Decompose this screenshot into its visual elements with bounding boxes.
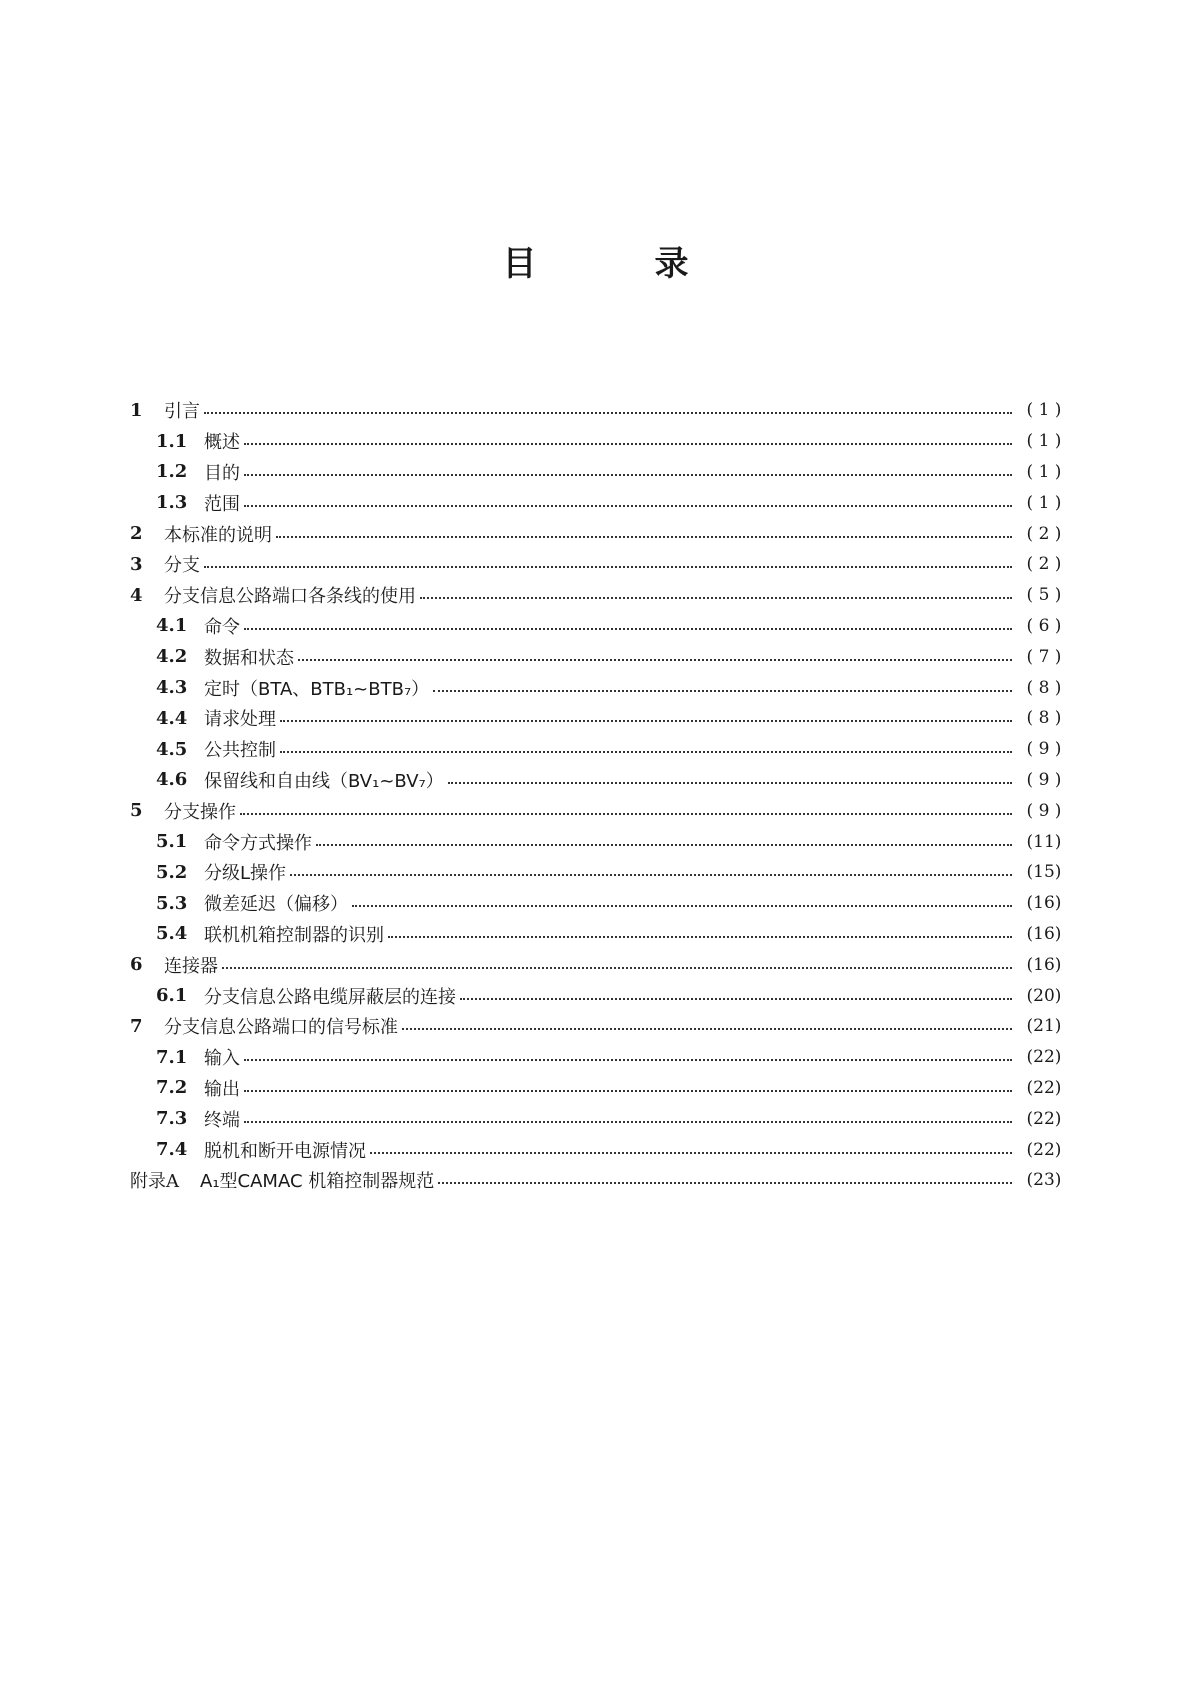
dot-leader	[244, 1121, 1012, 1123]
toc-entry-number: 5.2	[156, 861, 188, 883]
dot-leader	[448, 782, 1012, 784]
toc-entry-title: 分支信息公路端口各条线的使用	[164, 586, 416, 608]
toc-entry-title: 引言	[164, 401, 200, 423]
toc-entry-title: 请求处理	[204, 709, 276, 731]
dot-leader	[433, 690, 1012, 692]
toc-entry-page: (16)	[1026, 923, 1062, 944]
dot-leader	[388, 936, 1012, 938]
toc-entry-number: 7.3	[156, 1108, 188, 1130]
toc-entry-number: 5.4	[156, 923, 188, 945]
dot-leader	[244, 474, 1012, 476]
toc-entry-number: 6.1	[156, 985, 188, 1007]
toc-entry-title: 分级L操作	[204, 863, 287, 885]
toc-entry-page: (22)	[1026, 1108, 1062, 1129]
dot-leader	[370, 1152, 1012, 1154]
toc-entry-title: 公共控制	[204, 740, 276, 762]
toc-entry-title: 分支	[164, 555, 200, 577]
toc-entry-page: (23)	[1026, 1170, 1062, 1191]
toc-entry-page: ( 9 )	[1026, 739, 1062, 760]
toc-entry[interactable]	[130, 857, 1068, 888]
dot-leader	[244, 628, 1012, 630]
toc-entry-number: 1	[130, 399, 143, 421]
toc-entry-title: 脱机和断开电源情况	[204, 1140, 366, 1162]
toc-entry-page: (22)	[1026, 1139, 1062, 1160]
toc-entry-title: A₁型CAMAC 机箱控制器规范	[200, 1171, 435, 1193]
dot-leader	[244, 1059, 1012, 1061]
toc-entry-title: 联机机箱控制器的识别	[204, 924, 384, 946]
toc-entry-number: 4.6	[156, 769, 188, 791]
toc-entry-number: 1.3	[156, 492, 188, 514]
toc-entry[interactable]	[130, 795, 1068, 826]
toc-entry-title: 本标准的说明	[164, 524, 272, 546]
table-of-contents	[130, 395, 1068, 1196]
dot-leader	[244, 505, 1012, 507]
toc-entry-title: 输出	[204, 1078, 240, 1100]
toc-entry-page: ( 9 )	[1026, 769, 1062, 790]
toc-entry-number: 3	[130, 553, 143, 575]
toc-entry-number: 附录A	[130, 1171, 179, 1193]
dot-leader	[420, 597, 1012, 599]
toc-entry-page: ( 1 )	[1026, 431, 1062, 452]
toc-entry[interactable]	[130, 703, 1068, 734]
dot-leader	[438, 1182, 1012, 1184]
dot-leader	[240, 813, 1012, 815]
toc-entry[interactable]	[130, 518, 1068, 549]
toc-entry-page: (16)	[1026, 954, 1062, 975]
toc-entry[interactable]	[130, 734, 1068, 765]
toc-entry-page: (20)	[1026, 985, 1062, 1006]
toc-entry-title: 微差延迟（偏移）	[204, 894, 348, 916]
toc-entry-number: 1.2	[156, 461, 188, 483]
toc-entry[interactable]	[130, 888, 1068, 919]
toc-entry-page: (11)	[1026, 831, 1062, 852]
toc-entry[interactable]	[130, 1165, 1068, 1196]
toc-entry-number: 4.1	[156, 615, 188, 637]
toc-entry-number: 7.2	[156, 1077, 188, 1099]
dot-leader	[280, 751, 1012, 753]
dot-leader	[276, 536, 1012, 538]
toc-entry[interactable]	[130, 672, 1068, 703]
dot-leader	[352, 905, 1012, 907]
toc-entry-number: 5	[130, 800, 143, 822]
toc-entry[interactable]	[130, 1103, 1068, 1134]
toc-entry-title: 概述	[204, 432, 240, 454]
toc-entry[interactable]	[130, 1073, 1068, 1104]
toc-entry-title: 范围	[204, 493, 240, 515]
toc-entry-page: (21)	[1026, 1016, 1062, 1037]
toc-entry-title: 数据和状态	[204, 647, 294, 669]
dot-leader	[222, 967, 1012, 969]
toc-entry-page: ( 2 )	[1026, 523, 1062, 544]
toc-entry-title: 连接器	[164, 955, 218, 977]
toc-entry-page: ( 1 )	[1026, 461, 1062, 482]
toc-entry-title: 终端	[204, 1109, 240, 1131]
toc-entry-number: 4.5	[156, 738, 188, 760]
toc-entry[interactable]	[130, 919, 1068, 950]
toc-entry[interactable]	[130, 580, 1068, 611]
dot-leader	[460, 998, 1012, 1000]
toc-entry[interactable]	[130, 395, 1068, 426]
toc-entry[interactable]	[130, 1134, 1068, 1165]
toc-entry-page: ( 1 )	[1026, 400, 1062, 421]
toc-entry-page: ( 5 )	[1026, 585, 1062, 606]
toc-entry[interactable]	[130, 826, 1068, 857]
toc-entry-number: 7.4	[156, 1139, 188, 1161]
toc-entry-page: (15)	[1026, 862, 1062, 883]
toc-entry[interactable]	[130, 457, 1068, 488]
toc-entry-title: 命令	[204, 616, 240, 638]
toc-entry-number: 6	[130, 954, 143, 976]
toc-entry[interactable]	[130, 487, 1068, 518]
toc-entry-number: 7	[130, 1015, 143, 1037]
dot-leader	[316, 844, 1012, 846]
toc-entry-title: 定时（BTA、BTB₁~BTB₇）	[204, 678, 430, 700]
dot-leader	[204, 566, 1012, 568]
dot-leader	[204, 412, 1012, 414]
toc-entry-number: 2	[130, 523, 143, 545]
toc-entry-page: ( 9 )	[1026, 800, 1062, 821]
toc-entry-number: 4.3	[156, 677, 188, 699]
dot-leader	[280, 720, 1012, 722]
dot-leader	[402, 1028, 1012, 1030]
toc-entry-number: 4	[130, 584, 143, 606]
toc-entry[interactable]	[130, 549, 1068, 580]
toc-entry[interactable]	[130, 1042, 1068, 1073]
toc-entry-title: 分支信息公路电缆屏蔽层的连接	[204, 986, 456, 1008]
toc-entry-page: (22)	[1026, 1047, 1062, 1068]
dot-leader	[290, 874, 1012, 876]
title-char-1: 目	[502, 244, 537, 284]
toc-entry-page: ( 8 )	[1026, 708, 1062, 729]
page-title	[0, 236, 1191, 285]
toc-entry-title: 命令方式操作	[204, 832, 312, 854]
toc-entry-page: ( 8 )	[1026, 677, 1062, 698]
toc-entry-number: 4.4	[156, 707, 188, 729]
toc-entry-title: 分支操作	[164, 801, 236, 823]
toc-entry[interactable]	[130, 426, 1068, 457]
toc-entry[interactable]	[130, 765, 1068, 796]
toc-entry-page: ( 6 )	[1026, 615, 1062, 636]
toc-entry-page: (16)	[1026, 893, 1062, 914]
toc-entry-number: 1.1	[156, 430, 188, 452]
toc-entry-page: ( 1 )	[1026, 492, 1062, 513]
toc-entry-number: 4.2	[156, 646, 188, 668]
toc-entry-number: 7.1	[156, 1046, 188, 1068]
toc-entry-title: 目的	[204, 462, 240, 484]
title-char-2: 录	[654, 244, 689, 284]
toc-entry[interactable]	[130, 611, 1068, 642]
toc-entry-number: 5.1	[156, 831, 188, 853]
toc-entry-title: 分支信息公路端口的信号标准	[164, 1017, 398, 1039]
dot-leader	[298, 659, 1012, 661]
toc-entry-title: 保留线和自由线（BV₁~BV₇）	[204, 770, 444, 792]
toc-entry-page: (22)	[1026, 1077, 1062, 1098]
dot-leader	[244, 443, 1012, 445]
toc-entry-number: 5.3	[156, 892, 188, 914]
toc-entry[interactable]	[130, 641, 1068, 672]
toc-entry-title: 输入	[204, 1048, 240, 1070]
dot-leader	[244, 1090, 1012, 1092]
toc-entry[interactable]	[130, 949, 1068, 980]
toc-entry[interactable]	[130, 980, 1068, 1011]
toc-entry-page: ( 7 )	[1026, 646, 1062, 667]
toc-entry-page: ( 2 )	[1026, 554, 1062, 575]
toc-entry[interactable]	[130, 1011, 1068, 1042]
